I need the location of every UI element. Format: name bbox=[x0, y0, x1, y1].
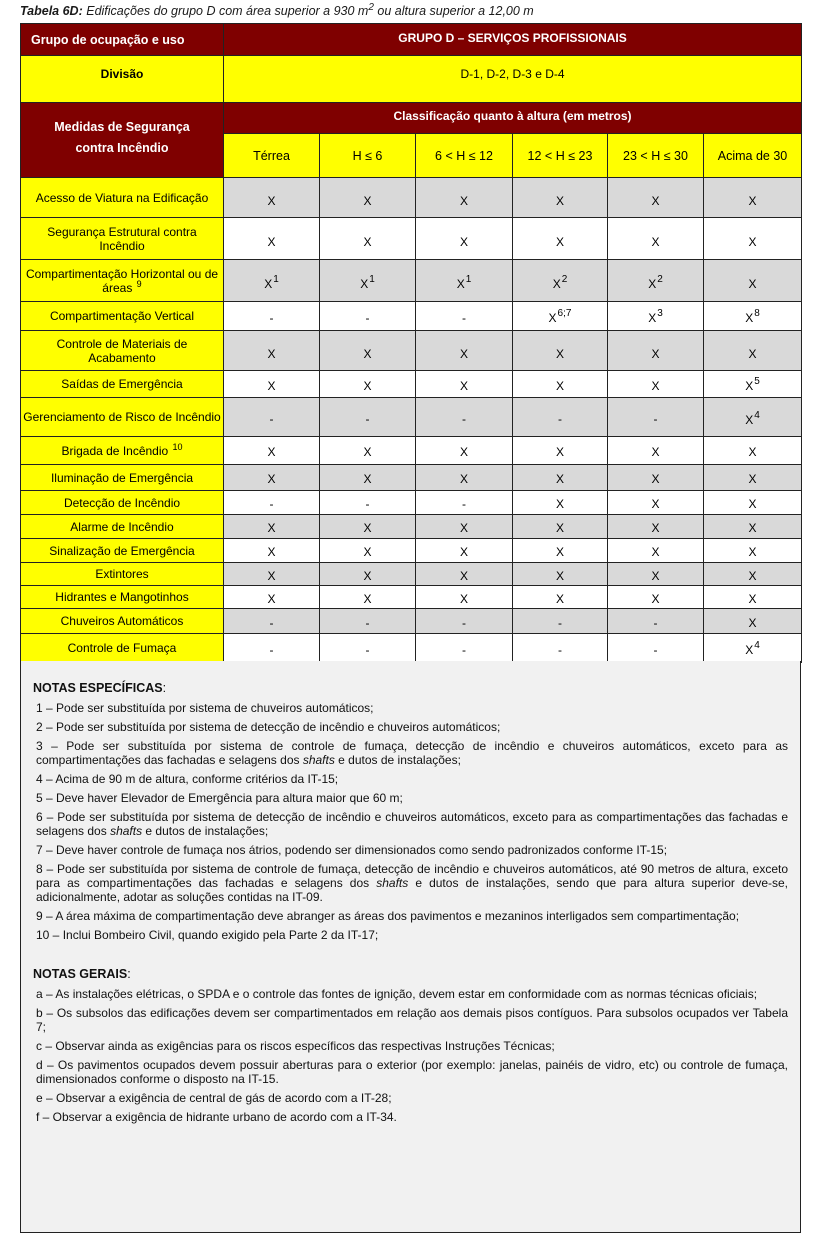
required-mark: X bbox=[748, 591, 757, 606]
not-required-mark: - bbox=[269, 412, 274, 426]
measure-label-cell bbox=[21, 539, 224, 563]
requirement-cell bbox=[704, 491, 802, 515]
measure-label: Segurança Estrutural contra Incêndio bbox=[47, 224, 197, 253]
not-required-mark: - bbox=[269, 310, 274, 325]
requirement-cell bbox=[416, 260, 513, 302]
requirement-cell bbox=[224, 302, 320, 331]
requirement-cell bbox=[704, 539, 802, 563]
required-mark: X bbox=[459, 193, 468, 208]
note-reference: 1 bbox=[273, 273, 279, 285]
requirement-cell bbox=[320, 437, 416, 465]
required-mark: X bbox=[555, 445, 564, 459]
measure-label-cell bbox=[21, 331, 224, 371]
not-required-mark: - bbox=[462, 412, 466, 426]
requirement-cell bbox=[608, 634, 704, 663]
requirement-cell bbox=[704, 260, 802, 302]
required-mark: X bbox=[555, 193, 564, 208]
requirement-cell bbox=[320, 465, 416, 491]
specific-note: 9 – A área máxima de compartimentação deve abranger as áreas dos pavimentos e mezaninos interligados sem compartimentação; bbox=[36, 909, 740, 923]
height-column-header: 6 < H ≤ 12 bbox=[416, 134, 513, 178]
requirement-cell bbox=[608, 609, 704, 634]
measure-label-cell bbox=[21, 609, 224, 634]
requirement-cell bbox=[513, 331, 608, 371]
measure-label: Sinalização de Emergência bbox=[49, 543, 195, 558]
required-mark: X bbox=[651, 193, 660, 208]
measure-label-cell bbox=[21, 465, 224, 491]
label-note-ref: 10 bbox=[172, 441, 183, 452]
required-mark: X bbox=[748, 497, 757, 511]
table-caption bbox=[20, 4, 534, 22]
requirement-cell bbox=[608, 371, 704, 398]
specific-note: 8 – Pode ser substituída por sistema de controle de fumaça, detecção de incêndio e chuveiros automáticos, até 90 metros de altura, exceto para as compartimentações das fachadas e selagens dos shafts e dutos de instalações, sendo que para altura superior deve-se, adicionalmente, adotar as soluções contidas na IT-09. bbox=[36, 862, 788, 904]
required-mark: X bbox=[459, 346, 468, 361]
general-notes-title: NOTAS GERAIS: bbox=[33, 967, 131, 981]
height-column-header: 23 < H ≤ 30 bbox=[608, 134, 704, 178]
requirement-cell bbox=[513, 539, 608, 563]
table-row bbox=[21, 515, 802, 539]
measure-label: Controle de Materiais de Acabamento bbox=[56, 336, 188, 365]
measure-label: Chuveiros Automáticos bbox=[60, 614, 184, 628]
not-required-mark: - bbox=[462, 310, 466, 325]
required-mark: X bbox=[459, 445, 468, 459]
note-reference: 5 bbox=[754, 375, 760, 387]
requirement-cell bbox=[608, 260, 704, 302]
requirement-cell bbox=[320, 371, 416, 398]
required-mark: X bbox=[267, 521, 276, 535]
requirement-cell bbox=[513, 218, 608, 260]
requirement-cell bbox=[513, 609, 608, 634]
required-mark: X bbox=[648, 276, 657, 291]
not-required-mark: - bbox=[365, 497, 370, 511]
measure-label: Extintores bbox=[95, 567, 149, 581]
required-mark: X bbox=[555, 521, 564, 535]
required-mark: X bbox=[745, 378, 754, 393]
requirement-cell bbox=[416, 586, 513, 609]
measure-label: Gerenciamento de Risco de Incêndio bbox=[23, 410, 221, 424]
required-mark: X bbox=[745, 642, 754, 657]
required-mark: X bbox=[363, 193, 372, 208]
requirement-cell bbox=[608, 491, 704, 515]
measure-label-cell bbox=[21, 398, 224, 437]
division-label-cell: Divisão bbox=[21, 56, 224, 103]
requirement-cell bbox=[320, 563, 416, 586]
measure-label: Compartimentação Vertical bbox=[49, 309, 195, 323]
required-mark: X bbox=[555, 545, 564, 559]
not-required-mark: - bbox=[558, 615, 562, 630]
required-mark: X bbox=[267, 193, 276, 208]
required-mark: X bbox=[651, 497, 660, 511]
requirement-cell bbox=[224, 515, 320, 539]
requirement-cell bbox=[224, 178, 320, 218]
requirement-cell bbox=[608, 515, 704, 539]
measures-label: Medidas de Segurança contra Incêndio bbox=[54, 120, 190, 155]
requirement-cell bbox=[513, 437, 608, 465]
requirement-cell bbox=[320, 178, 416, 218]
specific-note: 2 – Pode ser substituída por sistema de detecção de incêndio e chuveiros automáticos; bbox=[36, 720, 501, 734]
requirement-cell bbox=[416, 515, 513, 539]
measure-label: Acesso de Viatura na Edificação bbox=[35, 190, 209, 205]
division-value-cell: D-1, D-2, D-3 e D-4 bbox=[224, 56, 802, 103]
height-column-header: H ≤ 6 bbox=[320, 134, 416, 178]
height-column-header: Acima de 30 bbox=[704, 134, 802, 178]
general-note: a – As instalações elétricas, o SPDA e o controle das fontes de ignição, devem estar em conformidade com as normas técnicas oficiais; bbox=[36, 987, 758, 1001]
measure-label: Alarme de Incêndio bbox=[70, 519, 174, 534]
requirement-cell bbox=[320, 586, 416, 609]
requirement-cell bbox=[704, 302, 802, 331]
table-row bbox=[21, 609, 802, 634]
not-required-mark: - bbox=[558, 642, 562, 657]
group-value-cell: GRUPO D – SERVIÇOS PROFISSIONAIS bbox=[224, 24, 802, 56]
notes-section bbox=[20, 661, 801, 1233]
required-mark: X bbox=[651, 234, 660, 249]
requirement-cell bbox=[513, 491, 608, 515]
note-reference: 2 bbox=[657, 273, 663, 285]
requirement-cell bbox=[416, 218, 513, 260]
measure-label-cell bbox=[21, 586, 224, 609]
not-required-mark: - bbox=[462, 642, 466, 657]
not-required-mark: - bbox=[365, 615, 370, 630]
requirement-cell bbox=[704, 586, 802, 609]
group-label-cell: Grupo de ocupação e uso bbox=[21, 24, 224, 56]
general-note: e – Observar a exigência de central de gás de acordo com a IT-28; bbox=[36, 1091, 392, 1105]
not-required-mark: - bbox=[653, 615, 658, 630]
note-reference: 1 bbox=[465, 273, 472, 285]
note-reference: 3 bbox=[657, 307, 663, 319]
required-mark: X bbox=[267, 591, 276, 606]
requirement-cell bbox=[416, 563, 513, 586]
requirement-cell bbox=[224, 586, 320, 609]
table-row bbox=[21, 260, 802, 302]
requirement-cell bbox=[416, 539, 513, 563]
note-reference: 4 bbox=[754, 410, 760, 421]
required-mark: X bbox=[360, 276, 369, 291]
requirement-cell bbox=[513, 371, 608, 398]
height-column-header: 12 < H ≤ 23 bbox=[513, 134, 608, 178]
caption-label: Tabela 6D: bbox=[20, 4, 83, 18]
required-mark: X bbox=[651, 591, 660, 606]
requirement-cell bbox=[320, 398, 416, 437]
measure-label-cell bbox=[21, 491, 224, 515]
requirement-cell bbox=[513, 178, 608, 218]
table-row bbox=[21, 218, 802, 260]
specific-note: 7 – Deve haver controle de fumaça nos átrios, podendo ser dimensionados como sendo padronizados conforme IT-15; bbox=[36, 843, 668, 857]
required-mark: X bbox=[459, 521, 468, 535]
required-mark: X bbox=[363, 591, 372, 606]
caption-text: Edificações do grupo D com área superior a 930 m bbox=[82, 4, 369, 18]
measure-label: Saídas de Emergência bbox=[61, 377, 183, 391]
requirement-cell bbox=[704, 634, 802, 663]
general-notes-list bbox=[33, 987, 788, 1124]
required-mark: X bbox=[456, 276, 465, 291]
caption-text-after: ou altura superior a 12,00 m bbox=[373, 4, 534, 18]
required-mark: X bbox=[651, 521, 660, 535]
requirement-cell bbox=[416, 398, 513, 437]
required-mark: X bbox=[363, 378, 372, 393]
note-reference: 8 bbox=[754, 307, 760, 319]
requirement-cell bbox=[513, 302, 608, 331]
specific-note: 10 – Inclui Bombeiro Civil, quando exigido pela Parte 2 da IT-17; bbox=[36, 928, 379, 942]
required-mark: X bbox=[748, 521, 757, 535]
not-required-mark: - bbox=[365, 412, 370, 426]
specific-notes-title: NOTAS ESPECÍFICAS: bbox=[33, 681, 167, 695]
requirement-cell bbox=[320, 609, 416, 634]
table-row bbox=[21, 634, 802, 663]
required-mark: X bbox=[267, 378, 276, 393]
not-required-mark: - bbox=[558, 412, 562, 426]
specific-note: 1 – Pode ser substituída por sistema de chuveiros automáticos; bbox=[36, 701, 374, 715]
requirement-cell bbox=[320, 302, 416, 331]
required-mark: X bbox=[264, 276, 273, 291]
requirement-cell bbox=[320, 491, 416, 515]
requirement-cell bbox=[416, 371, 513, 398]
required-mark: X bbox=[748, 472, 757, 486]
required-mark: X bbox=[555, 234, 564, 249]
not-required-mark: - bbox=[269, 615, 274, 630]
required-mark: X bbox=[555, 568, 564, 583]
required-mark: X bbox=[748, 276, 757, 291]
required-mark: X bbox=[363, 346, 372, 361]
required-mark: X bbox=[363, 234, 372, 249]
required-mark: X bbox=[555, 497, 564, 511]
required-mark: X bbox=[459, 568, 468, 583]
required-mark: X bbox=[459, 545, 468, 559]
requirement-cell bbox=[320, 260, 416, 302]
requirement-cell bbox=[224, 465, 320, 491]
measure-label-cell bbox=[21, 563, 224, 586]
required-mark: X bbox=[651, 545, 660, 559]
measure-label-cell bbox=[21, 302, 224, 331]
requirement-cell bbox=[224, 437, 320, 465]
required-mark: X bbox=[748, 234, 757, 249]
requirement-cell bbox=[224, 331, 320, 371]
required-mark: X bbox=[267, 568, 276, 583]
required-mark: X bbox=[363, 445, 372, 459]
required-mark: X bbox=[548, 310, 557, 325]
required-mark: X bbox=[363, 568, 372, 583]
requirement-cell bbox=[704, 218, 802, 260]
requirement-cell bbox=[608, 302, 704, 331]
requirement-cell bbox=[704, 515, 802, 539]
requirement-cell bbox=[320, 634, 416, 663]
measure-label: Controle de Fumaça bbox=[67, 641, 177, 655]
required-mark: X bbox=[363, 545, 372, 559]
requirement-cell bbox=[704, 178, 802, 218]
required-mark: X bbox=[459, 472, 468, 486]
requirement-cell bbox=[224, 634, 320, 663]
requirement-cell bbox=[704, 398, 802, 437]
required-mark: X bbox=[459, 591, 468, 606]
requirement-cell bbox=[513, 515, 608, 539]
required-mark: X bbox=[748, 445, 757, 459]
requirement-cell bbox=[608, 331, 704, 371]
table-row bbox=[21, 491, 802, 515]
not-required-mark: - bbox=[365, 642, 370, 657]
not-required-mark: - bbox=[269, 497, 274, 511]
specific-note: 6 – Pode ser substituída por sistema de detecção de incêndio e chuveiros automáticos, exceto para as compartimentações das fachadas e selagens dos shafts e dutos de instalações; bbox=[36, 810, 788, 838]
requirement-cell bbox=[608, 218, 704, 260]
required-mark: X bbox=[459, 234, 468, 249]
requirement-cell bbox=[416, 609, 513, 634]
table-row bbox=[21, 539, 802, 563]
requirement-cell bbox=[224, 398, 320, 437]
requirement-cell bbox=[513, 563, 608, 586]
required-mark: X bbox=[748, 346, 757, 361]
requirement-cell bbox=[416, 302, 513, 331]
requirement-cell bbox=[608, 398, 704, 437]
requirement-cell bbox=[513, 398, 608, 437]
table-row bbox=[21, 371, 802, 398]
requirement-cell bbox=[416, 634, 513, 663]
table-row bbox=[21, 465, 802, 491]
required-mark: X bbox=[267, 545, 276, 559]
required-mark: X bbox=[459, 378, 468, 393]
requirement-cell bbox=[416, 178, 513, 218]
measure-label: Brigada de Incêndio bbox=[61, 443, 169, 458]
caption-superscript: 2 bbox=[368, 2, 374, 13]
requirement-cell bbox=[608, 465, 704, 491]
requirement-cell bbox=[513, 634, 608, 663]
requirement-cell bbox=[224, 563, 320, 586]
required-mark: X bbox=[748, 568, 757, 583]
required-mark: X bbox=[648, 310, 657, 325]
not-required-mark: - bbox=[653, 412, 658, 426]
note-reference: 6;7 bbox=[557, 307, 572, 319]
required-mark: X bbox=[267, 346, 276, 361]
measure-label: Compartimentação Horizontal ou de áreas bbox=[25, 266, 219, 295]
requirement-cell bbox=[704, 609, 802, 634]
general-note: b – Os subsolos das edificações devem ser compartimentados em relação aos demais pisos contíguos. Para subsolos ocupados ver Tabela 7; bbox=[36, 1006, 788, 1034]
specific-notes-list bbox=[33, 701, 788, 942]
specific-note: 3 – Pode ser substituída por sistema de controle de fumaça, detecção de incêndio e chuveiros automáticos, exceto para as compartimentações das fachadas e selagens dos shafts e dutos de instalações; bbox=[36, 739, 788, 767]
requirement-cell bbox=[608, 437, 704, 465]
required-mark: X bbox=[555, 378, 564, 393]
requirement-cell bbox=[320, 218, 416, 260]
requirement-cell bbox=[608, 539, 704, 563]
required-mark: X bbox=[745, 413, 754, 427]
required-mark: X bbox=[555, 472, 564, 486]
not-required-mark: - bbox=[365, 310, 370, 325]
measure-label-cell bbox=[21, 178, 224, 218]
table-row bbox=[21, 331, 802, 371]
note-reference: 2 bbox=[561, 273, 568, 285]
required-mark: X bbox=[651, 445, 660, 459]
requirement-cell bbox=[224, 260, 320, 302]
table-row bbox=[21, 437, 802, 465]
requirement-cell bbox=[608, 563, 704, 586]
height-class-label-cell: Classificação quanto à altura (em metros) bbox=[224, 103, 802, 134]
requirement-cell bbox=[416, 465, 513, 491]
required-mark: X bbox=[267, 234, 276, 249]
requirement-cell bbox=[416, 437, 513, 465]
table-row bbox=[21, 398, 802, 437]
measures-label-cell bbox=[21, 103, 224, 178]
general-note: d – Os pavimentos ocupados devem possuir aberturas para o exterior (por exemplo: janelas, painéis de vidro, etc) ou controle de fumaça, dimensionados conforme o disposto na IT-15. bbox=[36, 1058, 788, 1086]
general-note: f – Observar a exigência de hidrante urbano de acordo com a IT-34. bbox=[36, 1110, 397, 1124]
table-row bbox=[21, 178, 802, 218]
required-mark: X bbox=[555, 591, 564, 606]
requirement-cell bbox=[608, 586, 704, 609]
requirement-cell bbox=[416, 331, 513, 371]
measure-label-cell bbox=[21, 218, 224, 260]
measure-label-cell bbox=[21, 437, 224, 465]
not-required-mark: - bbox=[653, 642, 658, 657]
required-mark: X bbox=[363, 472, 372, 486]
requirement-cell bbox=[513, 586, 608, 609]
table-row bbox=[21, 563, 802, 586]
requirement-cell bbox=[224, 539, 320, 563]
requirement-cell bbox=[320, 331, 416, 371]
requirement-cell bbox=[704, 437, 802, 465]
not-required-mark: - bbox=[462, 615, 466, 630]
requirement-cell bbox=[704, 563, 802, 586]
required-mark: X bbox=[267, 472, 276, 486]
general-note: c – Observar ainda as exigências para os riscos específicos das respectivas Instruções Técnicas; bbox=[36, 1039, 555, 1053]
not-required-mark: - bbox=[269, 642, 274, 657]
requirement-cell bbox=[704, 331, 802, 371]
requirement-cell bbox=[224, 218, 320, 260]
required-mark: X bbox=[748, 545, 757, 559]
requirement-cell bbox=[224, 371, 320, 398]
required-mark: X bbox=[555, 346, 564, 361]
measure-label-cell bbox=[21, 260, 224, 302]
specific-note: 5 – Deve haver Elevador de Emergência para altura maior que 60 m; bbox=[36, 791, 403, 805]
requirement-cell bbox=[320, 515, 416, 539]
not-required-mark: - bbox=[462, 497, 466, 511]
required-mark: X bbox=[651, 378, 660, 393]
table-row bbox=[21, 586, 802, 609]
required-mark: X bbox=[651, 568, 660, 583]
measure-label: Iluminação de Emergência bbox=[50, 470, 194, 485]
required-mark: X bbox=[363, 521, 372, 535]
required-mark: X bbox=[748, 615, 757, 630]
requirement-cell bbox=[704, 371, 802, 398]
requirement-cell bbox=[704, 465, 802, 491]
required-mark: X bbox=[745, 310, 754, 325]
requirement-cell bbox=[513, 465, 608, 491]
required-mark: X bbox=[552, 276, 561, 291]
requirement-cell bbox=[608, 178, 704, 218]
requirement-cell bbox=[320, 539, 416, 563]
measure-label-cell bbox=[21, 515, 224, 539]
measure-label-cell bbox=[21, 371, 224, 398]
note-reference: 1 bbox=[369, 273, 375, 285]
height-column-header: Térrea bbox=[224, 134, 320, 178]
note-reference: 4 bbox=[754, 639, 760, 651]
required-mark: X bbox=[748, 193, 757, 208]
measure-label: Hidrantes e Mangotinhos bbox=[55, 590, 189, 604]
label-note-ref: 9 bbox=[136, 278, 142, 289]
requirement-cell bbox=[224, 609, 320, 634]
specific-note: 4 – Acima de 90 m de altura, conforme critérios da IT-15; bbox=[36, 772, 339, 786]
table-row bbox=[21, 302, 802, 331]
required-mark: X bbox=[651, 346, 660, 361]
requirement-cell bbox=[416, 491, 513, 515]
requirements-table bbox=[20, 23, 802, 663]
required-mark: X bbox=[267, 445, 276, 459]
required-mark: X bbox=[651, 472, 660, 486]
measure-label: Detecção de Incêndio bbox=[63, 495, 181, 510]
measure-label-cell bbox=[21, 634, 224, 663]
requirement-cell bbox=[513, 260, 608, 302]
requirement-cell bbox=[224, 491, 320, 515]
